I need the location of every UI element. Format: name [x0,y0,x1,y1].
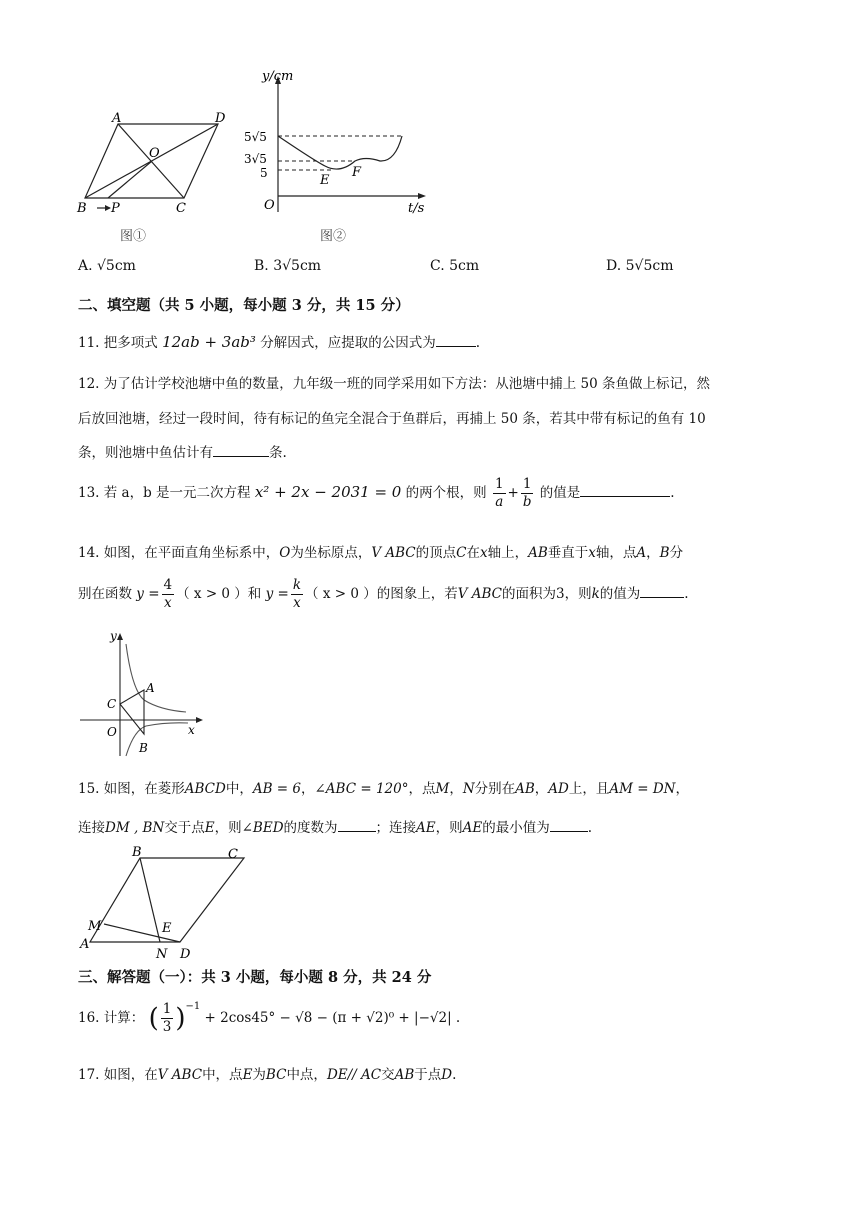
question-12-line-1: 12. 为了估计学校池塘中鱼的数量，九年级一班的同学采用如下方法：从池塘中捕上 50 条鱼做上标记，然 [78,376,711,392]
tick-3root5: 3√5 [244,152,267,166]
q15-dm-bn: DM , BN [105,820,165,836]
q14-triangle-abc-2: V ABC [457,586,503,602]
q16-right-paren: ) [175,1003,186,1034]
q11-polynomial: 12ab + 3ab³ [162,333,256,351]
q15-am-dn: AM = DN [609,781,676,797]
q15-n: N [462,781,475,797]
option-d-letter: D. [606,258,622,274]
label-b: B [132,845,142,860]
x-axis-arrow-icon [196,717,203,723]
point-f: F [352,165,362,180]
q13-answer-blank[interactable] [580,482,670,497]
q14-text-g: 轴，点 [595,545,637,561]
question-14-line-2 [78,577,689,612]
q15-text-b: 中， [225,781,253,797]
q17-text-d: 中点， [286,1067,327,1083]
q15-text-n: ；连接 [375,820,417,836]
question-15-line-2 [78,816,592,836]
option-c [430,258,479,274]
x-axis-label: t/s [408,201,425,216]
q14-text-a: 14. 如图，在平面直角坐标系中， [78,545,280,561]
label-a: A [80,937,90,952]
q13-equation: x² + 2x − 2031 = 0 [254,483,402,501]
label-c: C [228,847,238,862]
question-14-line-1 [78,541,683,561]
option-c-value: 5cm [449,258,480,274]
q17-e: E [242,1067,253,1083]
segment-po [108,161,152,198]
q17-bc: BC [265,1067,287,1083]
q17-text-f: 于点 [414,1067,442,1083]
q14-text-j: 的面积为 [502,586,557,602]
label-a: A [112,112,122,126]
q14-func1-num: 4 [163,577,173,593]
question-12-line-2: 后放回池塘，经过一段时间，待有标记的鱼完全混合于鱼群后，再捕上 50 条，若其中带有标记的鱼有 10 [78,411,706,427]
q14-c: C [456,545,467,561]
q15-ae-2: AE [462,820,483,836]
label-d: D [215,112,226,126]
question-13 [78,476,675,511]
q16-exponent: −1 [185,1000,201,1012]
q17-text-b: 中，点 [202,1067,243,1083]
q15-text-h: 上，且 [568,781,610,797]
segment-bn [140,858,160,942]
label-d: D [180,947,191,962]
q14-x-2: x [588,545,596,561]
q15-answer-blank-2[interactable] [550,817,588,832]
q13-frac1-den: a [495,494,504,510]
option-a [78,258,136,274]
q17-de-parallel-ac: DE// AC [326,1067,382,1083]
option-d [606,258,674,274]
q14-cond2: （ x > 0 ）的图象上，若 [305,586,458,602]
q11-text-a: 11. 把多项式 [78,335,158,351]
label-x: x [188,723,195,737]
q15-angle: ∠ABC = 120° [314,781,409,797]
q15-angle-bed: ∠BED [241,820,284,836]
q14-o: O [279,545,291,561]
curve-4-over-x [126,644,186,712]
q14-text-c: 的顶点 [415,545,457,561]
section-2-heading: 二、填空题（共 5 小题，每小题 3 分，共 15 分） [78,297,410,314]
label-p: P [111,201,120,216]
q16-label: 16. 计算： [78,1010,145,1026]
q15-text-d: ，点 [408,781,436,797]
q14-func2-num: k [292,577,302,593]
q14-fraction-4-over-x [162,577,175,612]
q14-text-h: 分 [669,545,684,561]
q15-e: E [204,820,215,836]
option-d-value: 5√5cm [625,258,674,274]
q13-text-b: 的两个根，则 [405,485,487,501]
q16-frac-den: 3 [162,1019,172,1035]
origin-label: O [264,198,275,213]
q15-text-o: ，则 [435,820,463,836]
q15-m: M [435,781,450,797]
figure-q14-coordinate-plane [76,628,206,758]
q17-d: D [441,1067,453,1083]
label-o: O [149,146,160,161]
q13-frac1-num: 1 [494,476,504,492]
q14-k: k [591,586,600,602]
q15-text-q: . [587,820,593,836]
figure-1-parallelogram [70,112,240,242]
q12-answer-blank[interactable] [213,442,269,457]
section-3-heading: 三、解答题（一）：共 3 小题，每小题 8 分，共 24 分 [78,969,432,986]
label-b: B [139,741,148,755]
option-b [254,258,321,274]
q15-text-l: ，则 [214,820,242,836]
q15-text-f: 分别在 [474,781,516,797]
label-m: M [88,919,102,934]
tick-5root5: 5√5 [244,130,267,144]
q15-ae-1: AE [416,820,436,836]
q17-text-e: 交 [381,1067,395,1083]
q14-ab: AB [528,545,548,561]
x-axis-arrow-icon [418,193,426,199]
q14-b: B [659,545,670,561]
q15-text-k: 交于点 [164,820,205,836]
q17-ab: AB [394,1067,415,1083]
q15-text-g: ， [534,781,549,797]
graph-curve [278,136,402,169]
q13-text-d: . [670,485,675,501]
q13-plus: + [507,485,519,501]
q14-fraction-k-over-x [291,577,303,612]
q15-text-j: 连接 [78,820,105,836]
q17-text-g: . [452,1067,457,1083]
label-o: O [107,725,117,739]
figure-2-graph [240,66,440,246]
q15-abcd: ABCD [184,781,226,797]
q15-text-a: 15. 如图，在菱形 [78,781,185,797]
q14-cond1: （ x > 0 ）和 [176,586,262,602]
q13-frac2-den: b [522,494,532,510]
q15-ad: AD [548,781,569,797]
figure-q15-rhombus [76,844,256,964]
point-e: E [320,173,330,188]
option-c-letter: C. [430,258,445,274]
tick-5: 5 [260,166,268,180]
option-b-letter: B. [254,258,269,274]
q16-left-paren: ( [148,1003,159,1034]
y-axis-arrow-icon [117,633,123,640]
question-15-line-1 [78,777,689,797]
label-a: A [146,681,155,695]
q15-text-c: ， [301,781,315,797]
q15-text-e: ， [449,781,463,797]
question-16 [78,1001,460,1036]
label-c: C [107,697,117,711]
q14-comma: ， [646,545,660,561]
option-a-value: √5cm [97,258,136,274]
curve-k-over-x [126,723,188,756]
q15-text-m: 的度数为 [283,820,338,836]
y-axis-label: y/cm [262,69,294,84]
q14-text-e: 轴上， [487,545,529,561]
figure-1-caption: 图① [120,229,147,242]
q14-x-1: x [479,545,488,561]
q14-text-m: . [684,586,689,602]
q15-answer-blank-1[interactable] [338,817,376,832]
label-n: N [156,947,168,962]
q14-func2-den: x [293,595,301,611]
q14-text-l: 的值为 [599,586,641,602]
q11-text-b: 分解因式，应提取的公因式为 [260,335,436,351]
q14-a: A [636,545,647,561]
q14-text-k: ，则 [564,586,592,602]
figure-2-caption: 图② [320,229,347,244]
q13-fraction-1-over-b [521,476,534,511]
q14-text-d: 在 [466,545,480,561]
q14-func1-den: x [164,595,172,611]
q16-fraction-1-over-3 [161,1001,174,1036]
q13-frac2-num: 1 [522,476,532,492]
label-e: E [162,921,172,936]
question-11 [78,331,480,351]
q11-answer-blank[interactable] [436,332,476,347]
q14-answer-blank[interactable] [640,583,684,598]
q14-text-b: 为坐标原点， [290,545,372,561]
q16-frac-num: 1 [162,1001,172,1017]
q11-text-c: . [475,335,480,351]
q13-text-c: 的值是 [539,485,581,501]
q14-text-f: 垂直于 [547,545,589,561]
q15-text-i: ， [675,781,689,797]
q14-text-i: 别在函数 [78,586,132,602]
q15-ab-eq: AB = 6 [252,781,301,797]
question-17 [78,1063,456,1083]
q12-text-a: 条，则池塘中鱼估计有 [78,445,213,461]
q14-func2-lhs: y = [265,586,289,602]
label-b: B [77,201,87,216]
q17-triangle-abc: V ABC [157,1067,203,1083]
q16-expression: + 2cos45° − √8 − (π + √2)⁰ + |−√2| . [204,1010,461,1026]
option-a-letter: A. [78,258,93,274]
q14-triangle-abc: V ABC [371,545,416,561]
q14-func1-lhs: y = [136,586,160,602]
question-12-line-3 [78,441,287,461]
q15-text-p: 的最小值为 [482,820,550,836]
q17-text-a: 17. 如图，在 [78,1067,158,1083]
label-c: C [176,201,186,216]
q13-text-a: 13. 若 a，b 是一元二次方程 [78,485,251,501]
q12-text-b: 条. [269,445,287,461]
q13-fraction-1-over-a [493,476,506,511]
option-b-value: 3√5cm [273,258,322,274]
q15-ab: AB [515,781,535,797]
q14-area: 3 [556,586,565,602]
label-y: y [110,629,117,643]
q17-text-c: 为 [252,1067,266,1083]
